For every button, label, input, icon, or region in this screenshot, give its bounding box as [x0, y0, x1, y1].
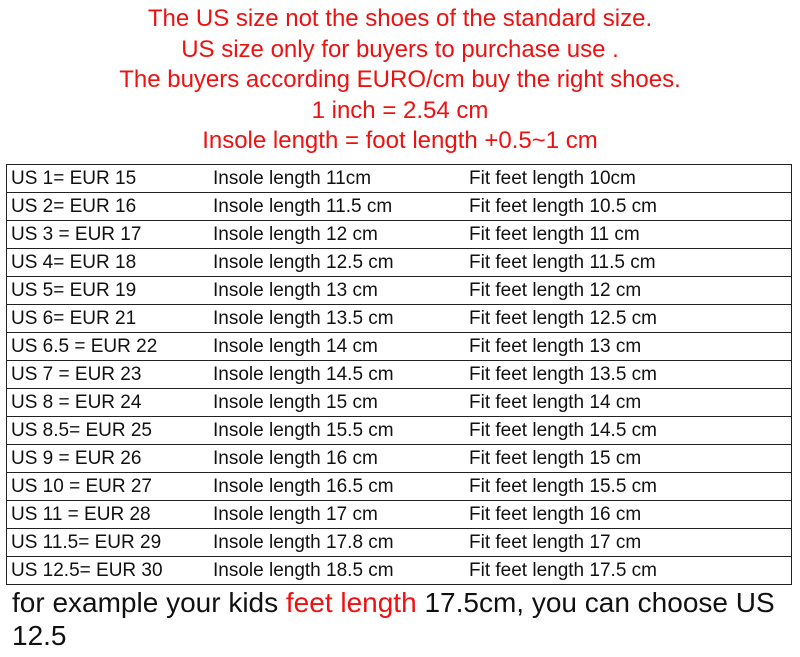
fit-feet-length: Fit feet length 14.5 cm [469, 420, 657, 441]
insole-length: Insole length 12 cm [213, 224, 378, 245]
size-row-cell [7, 473, 792, 501]
us-eur-size: US 2= EUR 16 [11, 196, 137, 217]
insole-length: Insole length 18.5 cm [213, 560, 394, 581]
us-eur-size: US 6.5 = EUR 22 [11, 336, 158, 357]
us-eur-size: US 8 = EUR 24 [11, 392, 142, 413]
size-row-cell [7, 501, 792, 529]
table-row [7, 249, 792, 277]
fit-feet-length: Fit feet length 15 cm [469, 448, 642, 469]
us-eur-size: US 4= EUR 18 [11, 252, 137, 273]
insole-length: Insole length 12.5 cm [213, 252, 394, 273]
table-row [7, 501, 792, 529]
us-eur-size: US 11 = EUR 28 [11, 504, 151, 525]
us-eur-size: US 10 = EUR 27 [11, 476, 152, 497]
footer-prefix: for example your kids [12, 587, 286, 618]
table-row [7, 361, 792, 389]
table-row [7, 473, 792, 501]
fit-feet-length: Fit feet length 14 cm [469, 392, 642, 413]
insole-length: Insole length 14.5 cm [213, 364, 394, 385]
us-eur-size: US 5= EUR 19 [11, 280, 137, 301]
table-row [7, 333, 792, 361]
table-row [7, 417, 792, 445]
fit-feet-length: Fit feet length 16 cm [469, 504, 642, 525]
fit-feet-length: Fit feet length 10.5 cm [469, 196, 657, 217]
header-notice [0, 4, 800, 157]
table-row [7, 445, 792, 473]
fit-feet-length: Fit feet length 13.5 cm [469, 364, 657, 385]
size-chart-table [6, 164, 792, 585]
table-row [7, 277, 792, 305]
insole-length: Insole length 13.5 cm [213, 308, 394, 329]
size-row-cell [7, 277, 792, 305]
insole-length: Insole length 14 cm [213, 336, 378, 357]
insole-length: Insole length 11.5 cm [213, 196, 393, 217]
table-row [7, 221, 792, 249]
us-eur-size: US 12.5= EUR 30 [11, 560, 163, 581]
insole-length: Insole length 15 cm [213, 392, 378, 413]
size-row-cell [7, 249, 792, 277]
size-row-cell [7, 529, 792, 557]
fit-feet-length: Fit feet length 11.5 cm [469, 252, 656, 273]
size-row-cell [7, 165, 792, 193]
table-row [7, 305, 792, 333]
header-line-3: The buyers according EURO/cm buy the right shoes. [119, 66, 681, 93]
insole-length: Insole length 15.5 cm [213, 420, 394, 441]
fit-feet-length: Fit feet length 10cm [469, 168, 636, 189]
us-eur-size: US 8.5= EUR 25 [11, 420, 152, 441]
insole-length: Insole length 17 cm [213, 504, 378, 525]
insole-length: Insole length 16.5 cm [213, 476, 394, 497]
header-line-2: US size only for buyers to purchase use . [181, 35, 619, 63]
us-eur-size: US 6= EUR 21 [11, 308, 137, 329]
header-line-5: Insole length = foot length +0.5~1 cm [202, 127, 598, 154]
size-row-cell [7, 361, 792, 389]
footer-highlight: feet length [285, 587, 417, 618]
us-eur-size: US 3 = EUR 17 [11, 224, 142, 245]
fit-feet-length: Fit feet length 17.5 cm [469, 560, 657, 581]
size-row-cell [7, 445, 792, 473]
size-row-cell [7, 417, 792, 445]
table-row [7, 193, 792, 221]
insole-length: Insole length 13 cm [213, 280, 378, 301]
fit-feet-length: Fit feet length 17 cm [469, 532, 642, 553]
fit-feet-length: Fit feet length 11 cm [469, 224, 640, 245]
footer-suffix: 17.5cm, you can choose US 12.5 [12, 587, 775, 651]
size-row-cell [7, 221, 792, 249]
table-row [7, 165, 792, 193]
insole-length: Insole length 11cm [213, 168, 372, 189]
header-line-4: 1 inch = 2.54 cm [311, 96, 489, 124]
fit-feet-length: Fit feet length 12.5 cm [469, 308, 657, 329]
fit-feet-length: Fit feet length 13 cm [469, 336, 642, 357]
size-row-cell [7, 193, 792, 221]
size-row-cell [7, 557, 792, 585]
header-line-1: The US size not the shoes of the standard size. [147, 5, 653, 32]
fit-feet-length: Fit feet length 12 cm [469, 280, 642, 301]
us-eur-size: US 1= EUR 15 [11, 168, 137, 189]
us-eur-size: US 7 = EUR 23 [11, 364, 142, 385]
size-row-cell [7, 389, 792, 417]
us-eur-size: US 9 = EUR 26 [11, 448, 142, 469]
us-eur-size: US 11.5= EUR 29 [11, 532, 162, 553]
insole-length: Insole length 17.8 cm [213, 532, 394, 553]
table-row [7, 529, 792, 557]
table-row [7, 557, 792, 585]
footer-example [12, 586, 792, 652]
size-row-cell [7, 333, 792, 361]
fit-feet-length: Fit feet length 15.5 cm [469, 476, 657, 497]
size-row-cell [7, 305, 792, 333]
size-chart-body [7, 165, 792, 585]
table-row [7, 389, 792, 417]
insole-length: Insole length 16 cm [213, 448, 378, 469]
